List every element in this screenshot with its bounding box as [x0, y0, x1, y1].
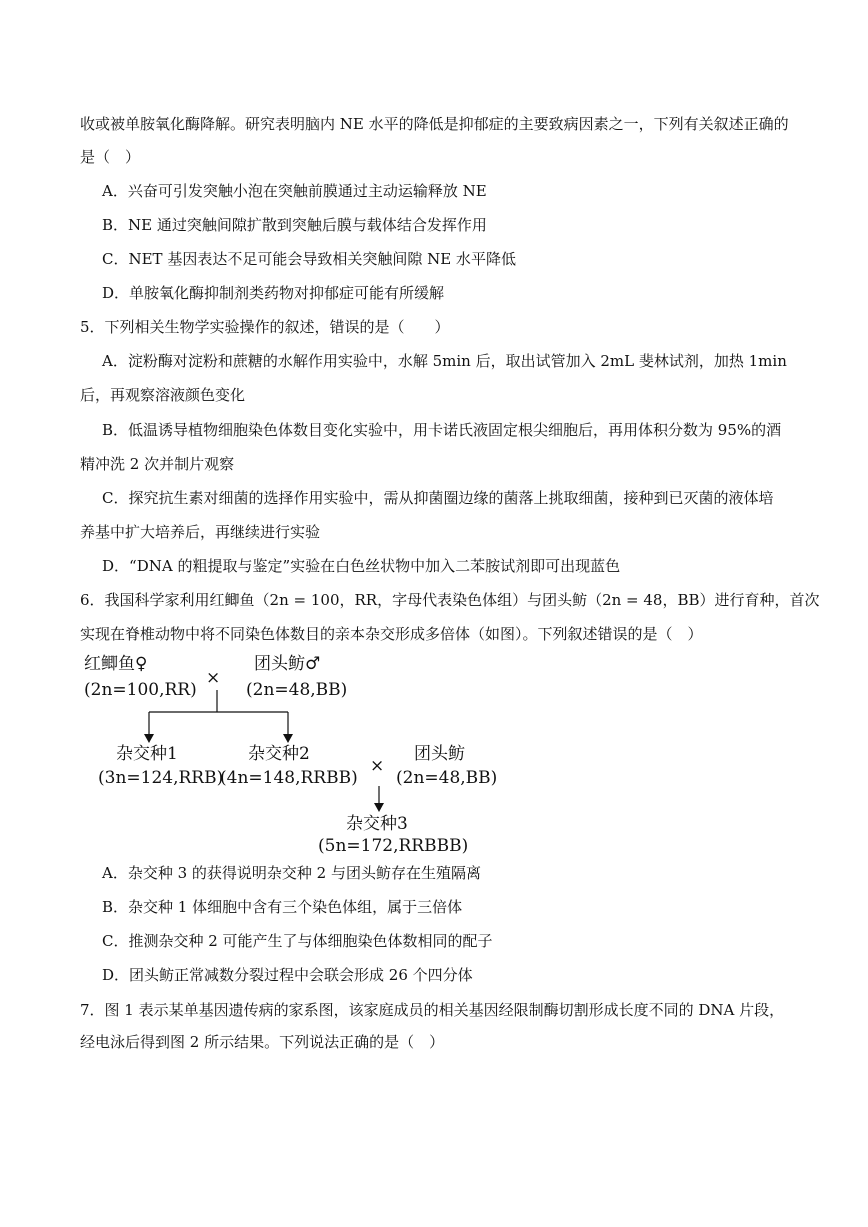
q6-stem-line1: 6．我国科学家利用红鲫鱼（2n = 100，RR，字母代表染色体组）与团头鲂（2n = 48，BB）进行育种，首次 [80, 591, 820, 609]
q5-stem: 5．下列相关生物学实验操作的叙述，错误的是（ ） [80, 318, 450, 336]
arrow-to-hybrid2-head [283, 734, 293, 743]
q5-option-a-line1: A．淀粉酶对淀粉和蔗糖的水解作用实验中，水解 5min 后，取出试管加入 2mL 斐林试剂，加热 1min [102, 352, 787, 370]
q5-option-c-line1: C．探究抗生素对细菌的选择作用实验中，需从抑菌圈边缘的菌落上挑取细菌，接种到已灭菌的液体培 [102, 489, 774, 507]
parent1-name: 红鲫鱼♀ [84, 654, 148, 674]
cross-symbol-2: × [370, 756, 385, 776]
q5-option-b-line2: 精冲洗 2 次并制片观察 [80, 455, 235, 473]
parent2-name: 团头鲂♂ [254, 654, 321, 674]
q6-option-c: C．推测杂交种 2 可能产生了与体细胞染色体数相同的配子 [102, 932, 493, 950]
q4-stem-line2: 是（ ） [80, 148, 141, 166]
parent3-name: 团头鲂 [414, 744, 465, 764]
q4-option-b: B．NE 通过突触间隙扩散到突触后膜与载体结合发挥作用 [102, 216, 487, 234]
hybrid1-name: 杂交种1 [116, 744, 178, 764]
q7-stem-line2: 经电泳后得到图 2 所示结果。下列说法正确的是（ ） [80, 1033, 445, 1051]
q4-option-a: A．兴奋可引发突触小泡在突触前膜通过主动运输释放 NE [102, 182, 487, 200]
hybrid3-info: (5n=172,RRBBB) [318, 836, 469, 856]
parent3-info: (2n=48,BB) [396, 768, 498, 788]
q5-option-b-line1: B．低温诱导植物细胞染色体数目变化实验中，用卡诺氏液固定根尖细胞后，再用体积分数为 95%的酒 [102, 421, 782, 439]
hybrid1-info: (3n=124,RRB) [98, 768, 224, 788]
q7-stem-line1: 7．图 1 表示某单基因遗传病的家系图，该家庭成员的相关基因经限制酶切割形成长度不同的 DNA 片段， [80, 1001, 785, 1019]
q6-option-b: B．杂交种 1 体细胞中含有三个染色体组，属于三倍体 [102, 898, 463, 916]
arrow-to-hybrid1-head [144, 734, 154, 743]
q4-option-d: D．单胺氧化酶抑制剂类药物对抑郁症可能有所缓解 [102, 284, 445, 302]
q6-option-a: A．杂交种 3 的获得说明杂交种 2 与团头鲂存在生殖隔离 [102, 864, 481, 882]
hybridization-diagram [80, 650, 500, 860]
parent1-info: (2n=100,RR) [84, 680, 197, 700]
cross-symbol-1: × [206, 668, 221, 688]
hybrid3-name: 杂交种3 [346, 814, 408, 834]
q4-stem-line1: 收或被单胺氧化酶降解。研究表明脑内 NE 水平的降低是抑郁症的主要致病因素之一，下列有关叙述正确的 [80, 115, 789, 133]
hybrid2-info: (4n=148,RRBB) [220, 768, 358, 788]
q6-stem-line2: 实现在脊椎动物中将不同染色体数目的亲本杂交形成多倍体（如图）。下列叙述错误的是（ ） [80, 625, 703, 643]
q5-option-a-line2: 后，再观察溶液颜色变化 [80, 386, 246, 404]
q4-option-c: C．NET 基因表达不足可能会导致相关突触间隙 NE 水平降低 [102, 250, 516, 268]
parent2-info: (2n=48,BB) [246, 680, 348, 700]
q5-option-c-line2: 养基中扩大培养后，再继续进行实验 [80, 523, 321, 541]
arrow-to-hybrid3-head [374, 803, 384, 812]
q5-option-d: D．“DNA 的粗提取与鉴定”实验在白色丝状物中加入二苯胺试剂即可出现蓝色 [102, 557, 621, 575]
hybrid2-name: 杂交种2 [248, 744, 310, 764]
q6-option-d: D．团头鲂正常减数分裂过程中会联会形成 26 个四分体 [102, 966, 473, 984]
